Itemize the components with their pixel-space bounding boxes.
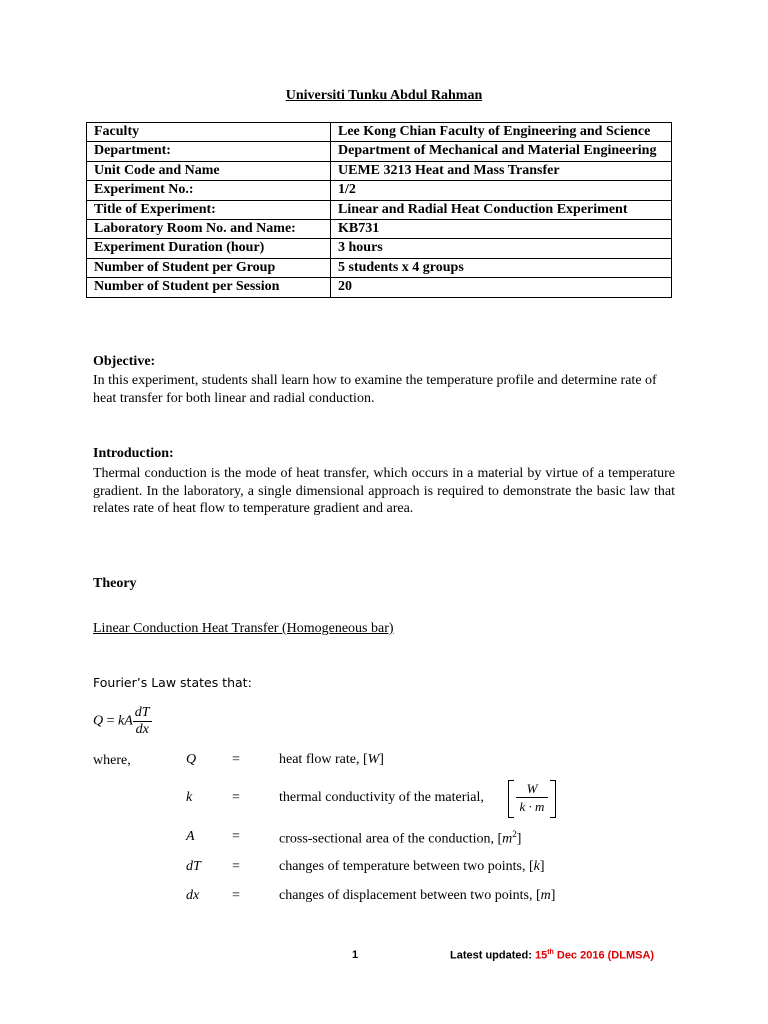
def-symbol-Q: Q	[186, 752, 197, 767]
def-equals-Q: =	[232, 752, 240, 767]
def-equals-dT: =	[232, 859, 240, 874]
info-value: Lee Kong Chian Faculty of Engineering and Science	[331, 123, 672, 142]
def-unit-k	[508, 780, 556, 818]
page-number: 1	[352, 949, 359, 961]
info-row	[87, 161, 672, 180]
info-row	[87, 239, 672, 258]
equation-coefficient: kA	[118, 713, 133, 729]
info-value: KB731	[331, 220, 672, 239]
info-label: Experiment Duration (hour)	[87, 239, 331, 258]
experiment-info-table	[86, 122, 672, 298]
objective-text: In this experiment, students shall learn how to examine the temperature profile and determine rate of heat transfer for both linear and radial conduction.	[93, 373, 657, 406]
equation-numerator: dT	[134, 705, 150, 720]
fourier-equation	[93, 705, 152, 738]
info-row	[87, 200, 672, 219]
introduction-heading: Introduction:	[93, 446, 174, 461]
info-row	[87, 123, 672, 142]
info-value: 5 students x 4 groups	[331, 258, 672, 277]
fourier-law-intro: Fourier’s Law states that:	[93, 675, 252, 690]
info-row	[87, 181, 672, 200]
def-equals-k: =	[232, 790, 240, 805]
info-label: Faculty	[87, 123, 331, 142]
info-value: 3 hours	[331, 239, 672, 258]
equation-lhs: Q	[93, 713, 104, 729]
def-desc-k: thermal conductivity of the material,	[279, 790, 484, 805]
def-desc-Q: heat flow rate, [W]	[279, 752, 384, 767]
info-row	[87, 142, 672, 161]
info-label: Number of Student per Group	[87, 258, 331, 277]
def-equals-A: =	[232, 829, 240, 844]
def-symbol-dT: dT	[186, 859, 201, 874]
info-value: Linear and Radial Heat Conduction Experiment	[331, 200, 672, 219]
def-symbol-dx: dx	[186, 888, 200, 903]
info-value: 1/2	[331, 181, 672, 200]
equation-denominator: dx	[135, 722, 149, 737]
info-row	[87, 220, 672, 239]
info-label: Unit Code and Name	[87, 161, 331, 180]
info-row	[87, 258, 672, 277]
where-label: where,	[93, 753, 131, 768]
unit-k-denominator: k · m	[519, 799, 545, 814]
def-desc-A: cross-sectional area of the conduction, $[m^2]$	[279, 829, 522, 847]
linear-conduction-subheading: Linear Conduction Heat Transfer (Homogeneous bar)	[93, 621, 394, 636]
unit-k-numerator: W	[516, 781, 548, 798]
def-symbol-k: k	[186, 790, 193, 805]
info-value: Department of Mechanical and Material Engineering	[331, 142, 672, 161]
info-label: Laboratory Room No. and Name:	[87, 220, 331, 239]
def-equals-dx: =	[232, 888, 240, 903]
def-symbol-A: A	[186, 829, 195, 844]
info-row	[87, 278, 672, 297]
info-value: UEME 3213 Heat and Mass Transfer	[331, 161, 672, 180]
introduction-text: Thermal conduction is the mode of heat transfer, which occurs in a material by virtue of a temperature gradient. In the laboratory, a single dimensional approach is required to demonstrate the basic law that relates rate of heat flow to temperature gradient and area.	[93, 466, 675, 516]
university-title: Universiti Tunku Abdul Rahman	[285, 88, 483, 103]
info-label: Title of Experiment:	[87, 200, 331, 219]
info-label: Number of Student per Session	[87, 278, 331, 297]
info-value: 20	[331, 278, 672, 297]
objective-heading: Objective:	[93, 354, 156, 369]
equation-fraction	[133, 705, 152, 738]
theory-heading: Theory	[93, 576, 137, 591]
latest-updated: Latest updated: 15th Dec 2016 (DLMSA)	[450, 949, 655, 962]
def-desc-dT: changes of temperature between two points, [k]	[279, 859, 545, 874]
equation-equals: =	[106, 713, 115, 729]
def-desc-dx: changes of displacement between two points, [m]	[279, 888, 556, 903]
info-label: Experiment No.:	[87, 181, 331, 200]
info-label: Department:	[87, 142, 331, 161]
